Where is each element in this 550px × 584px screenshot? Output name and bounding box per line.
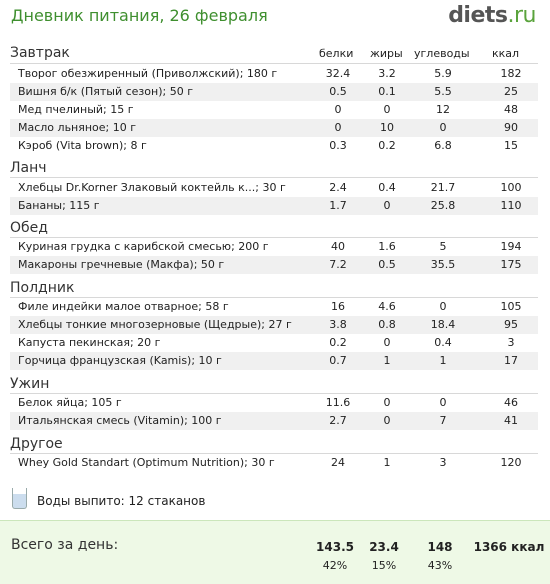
water-text: Воды выпито: 12 стаканов bbox=[37, 494, 206, 508]
protein-value: 2.7 bbox=[329, 414, 347, 427]
kcal-value: 100 bbox=[500, 181, 522, 194]
kcal-value: 46 bbox=[504, 396, 518, 409]
total-fat: 23.4 bbox=[369, 540, 399, 554]
food-name: Горчица французская (Kamis); 10 г bbox=[18, 354, 222, 367]
kcal-value: 48 bbox=[504, 103, 518, 116]
column-header-fat: жиры bbox=[370, 47, 403, 60]
food-row[interactable] bbox=[10, 197, 538, 215]
food-name: Макароны гречневые (Макфа); 50 г bbox=[18, 258, 225, 271]
fat-value: 0.2 bbox=[378, 139, 396, 152]
food-name: Филе индейки малое отварное; 58 г bbox=[18, 300, 229, 313]
section-title-supper: Ужин bbox=[10, 376, 50, 392]
fat-value: 0.8 bbox=[378, 318, 396, 331]
kcal-value: 17 bbox=[504, 354, 518, 367]
food-row[interactable] bbox=[10, 334, 538, 352]
protein-value: 0.2 bbox=[329, 336, 347, 349]
kcal-value: 105 bbox=[500, 300, 522, 313]
food-name: Whey Gold Standart (Optimum Nutrition); 30 г bbox=[18, 456, 275, 469]
protein-value: 11.6 bbox=[325, 396, 351, 409]
fat-value: 3.2 bbox=[378, 67, 396, 80]
fat-value: 0.1 bbox=[378, 85, 396, 98]
total-protein-percent: 42% bbox=[322, 559, 348, 572]
carbs-value: 0.4 bbox=[434, 336, 452, 349]
protein-value: 0.5 bbox=[329, 85, 347, 98]
carbs-value: 5.9 bbox=[434, 67, 452, 80]
section-title-lunch: Ланч bbox=[10, 160, 47, 176]
kcal-value: 25 bbox=[504, 85, 518, 98]
carbs-value: 35.5 bbox=[430, 258, 456, 271]
food-row[interactable] bbox=[10, 316, 538, 334]
food-name: Хлебцы Dr.Korner Злаковый коктейль к...; 30 г bbox=[18, 181, 286, 194]
fat-value: 1.6 bbox=[378, 240, 396, 253]
protein-value: 16 bbox=[331, 300, 345, 313]
carbs-value: 0 bbox=[439, 300, 447, 313]
fat-value: 0 bbox=[383, 336, 391, 349]
page-title: Дневник питания, 26 февраля bbox=[11, 6, 268, 25]
protein-value: 0 bbox=[334, 103, 342, 116]
protein-value: 1.7 bbox=[329, 199, 347, 212]
fat-value: 0.4 bbox=[378, 181, 396, 194]
total-carbs: 148 bbox=[427, 540, 453, 554]
food-name: Итальянская смесь (Vitamin); 100 г bbox=[18, 414, 222, 427]
fat-value: 0 bbox=[383, 396, 391, 409]
food-row[interactable] bbox=[10, 454, 538, 472]
fat-value: 0 bbox=[383, 199, 391, 212]
section-title-breakfast: Завтрак bbox=[10, 45, 70, 61]
food-name: Мед пчелиный; 15 г bbox=[18, 103, 134, 116]
kcal-value: 90 bbox=[504, 121, 518, 134]
carbs-value: 25.8 bbox=[430, 199, 456, 212]
protein-value: 40 bbox=[331, 240, 345, 253]
food-name: Хлебцы тонкие многозерновые (Щедрые); 27 г bbox=[18, 318, 292, 331]
food-name: Капуста пекинская; 20 г bbox=[18, 336, 161, 349]
food-name: Вишня б/к (Пятый сезон); 50 г bbox=[18, 85, 193, 98]
food-name: Бананы; 115 г bbox=[18, 199, 100, 212]
protein-value: 0.7 bbox=[329, 354, 347, 367]
total-kcal: 1366 ккал bbox=[473, 540, 545, 554]
protein-value: 2.4 bbox=[329, 181, 347, 194]
food-row[interactable] bbox=[10, 179, 538, 197]
divider bbox=[10, 177, 538, 178]
section-title-other: Другое bbox=[10, 436, 63, 452]
protein-value: 3.8 bbox=[329, 318, 347, 331]
food-row[interactable] bbox=[10, 137, 538, 155]
kcal-value: 3 bbox=[507, 336, 515, 349]
divider bbox=[10, 63, 538, 64]
kcal-value: 120 bbox=[500, 456, 522, 469]
protein-value: 7.2 bbox=[329, 258, 347, 271]
carbs-value: 1 bbox=[439, 354, 447, 367]
fat-value: 0.5 bbox=[378, 258, 396, 271]
food-row[interactable] bbox=[10, 256, 538, 274]
food-row[interactable] bbox=[10, 352, 538, 370]
total-protein: 143.5 bbox=[316, 540, 354, 554]
logo-tld: .ru bbox=[507, 3, 536, 28]
fat-value: 1 bbox=[383, 456, 391, 469]
column-header-protein: белки bbox=[319, 47, 354, 60]
food-row[interactable] bbox=[10, 119, 538, 137]
carbs-value: 18.4 bbox=[430, 318, 456, 331]
carbs-value: 7 bbox=[439, 414, 447, 427]
food-name: Масло льняное; 10 г bbox=[18, 121, 137, 134]
food-name: Куриная грудка с карибской смесью; 200 г bbox=[18, 240, 269, 253]
total-label: Всего за день: bbox=[11, 537, 119, 553]
food-row[interactable] bbox=[10, 101, 538, 119]
food-name: Кэроб (Vita brown); 8 г bbox=[18, 139, 147, 152]
food-row[interactable] bbox=[10, 298, 538, 316]
daily-total-panel bbox=[0, 520, 550, 584]
carbs-value: 0 bbox=[439, 396, 447, 409]
total-carbs-percent: 43% bbox=[427, 559, 453, 572]
section-title-snack: Полдник bbox=[10, 280, 75, 296]
protein-value: 0 bbox=[334, 121, 342, 134]
kcal-value: 194 bbox=[500, 240, 522, 253]
protein-value: 0.3 bbox=[329, 139, 347, 152]
kcal-value: 110 bbox=[500, 199, 522, 212]
header-bar bbox=[0, 0, 550, 36]
fat-value: 0 bbox=[383, 414, 391, 427]
kcal-value: 15 bbox=[504, 139, 518, 152]
fat-value: 1 bbox=[383, 354, 391, 367]
food-row[interactable] bbox=[10, 83, 538, 101]
food-row[interactable] bbox=[10, 65, 538, 83]
site-logo[interactable] bbox=[448, 3, 536, 28]
food-row[interactable] bbox=[10, 238, 538, 256]
protein-value: 24 bbox=[331, 456, 345, 469]
fat-value: 0 bbox=[383, 103, 391, 116]
fat-value: 10 bbox=[380, 121, 394, 134]
fat-value: 4.6 bbox=[378, 300, 396, 313]
carbs-value: 0 bbox=[439, 121, 447, 134]
kcal-value: 95 bbox=[504, 318, 518, 331]
section-title-dinner-midday: Обед bbox=[10, 220, 48, 236]
carbs-value: 5.5 bbox=[434, 85, 452, 98]
carbs-value: 5 bbox=[439, 240, 447, 253]
logo-main: diets bbox=[448, 3, 508, 28]
column-header-kcal: ккал bbox=[492, 47, 520, 60]
food-row[interactable] bbox=[10, 412, 538, 430]
kcal-value: 175 bbox=[500, 258, 522, 271]
total-fat-percent: 15% bbox=[371, 559, 397, 572]
kcal-value: 182 bbox=[500, 67, 522, 80]
carbs-value: 6.8 bbox=[434, 139, 452, 152]
column-header-carbs: углеводы bbox=[414, 47, 470, 60]
food-name: Творог обезжиренный (Приволжский); 180 г bbox=[18, 67, 278, 80]
carbs-value: 21.7 bbox=[430, 181, 456, 194]
food-row[interactable] bbox=[10, 394, 538, 412]
water-glass-icon bbox=[12, 488, 27, 509]
carbs-value: 12 bbox=[436, 103, 450, 116]
carbs-value: 3 bbox=[439, 456, 447, 469]
food-name: Белок яйца; 105 г bbox=[18, 396, 122, 409]
protein-value: 32.4 bbox=[325, 67, 351, 80]
kcal-value: 41 bbox=[504, 414, 518, 427]
